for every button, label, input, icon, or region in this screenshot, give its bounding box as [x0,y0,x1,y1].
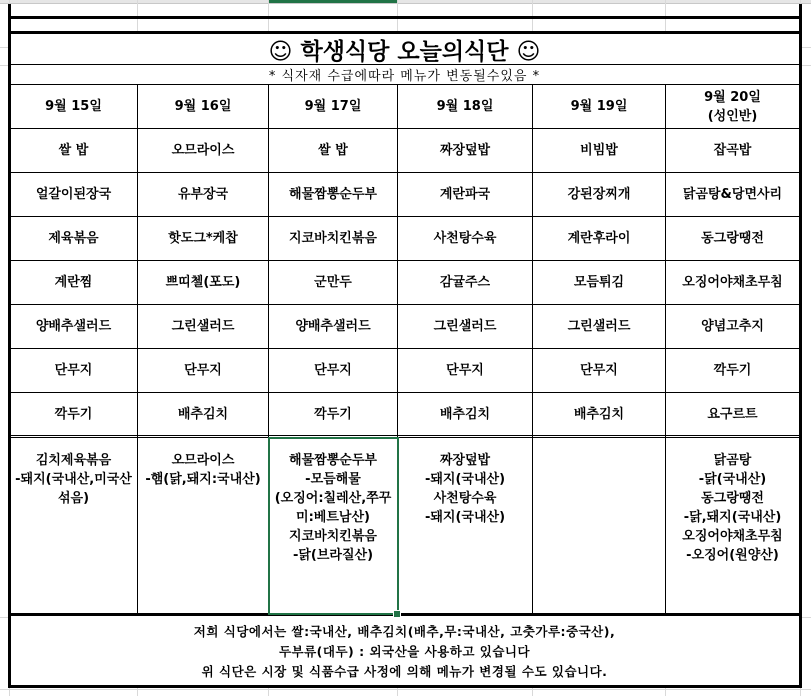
origin-line: 해물짬뽕순두부 [289,453,377,468]
row-divider-double [10,435,800,436]
menu-cell[interactable]: 단무지 [314,363,352,378]
menu-cell[interactable]: 동그랑땡전 [701,231,764,246]
origin-cell-2[interactable] [269,438,397,613]
origin-line: -오징어(원양산) [686,548,779,563]
menu-cell[interactable]: 모듬튀김 [573,275,625,290]
origin-line: -돼지(국내산) [424,510,506,525]
day-header-2[interactable] [269,85,397,128]
origin-line: -햄(닭,돼지:국내산) [145,472,261,487]
menu-cell[interactable]: 쌀 밥 [318,143,348,158]
day-header-3[interactable] [398,85,532,128]
day-header-4[interactable] [533,85,665,128]
page-title: ☺ 학생식당 오늘의식단 ☺ [268,38,541,65]
day-header-5[interactable] [666,85,799,128]
origin-line: (오징어:칠레산,쭈꾸 [274,491,392,506]
menu-cell[interactable]: 핫도그*케찹 [168,231,238,246]
menu-cell[interactable]: 요구르트 [707,406,758,422]
menu-cell[interactable]: 배추김치 [177,406,229,422]
menu-cell[interactable]: 계란파국 [439,187,491,202]
footer-line-1: 저희 식당에서는 쌀:국내산, 배추김치(배추,무:국내산, 고춧가루:중국산), [193,624,616,639]
origin-notice [9,618,800,686]
menu-cell[interactable]: 단무지 [580,363,618,378]
origin-cell-3[interactable] [398,438,532,613]
menu-cell[interactable]: 양배추샐러드 [295,319,371,334]
day-header-1[interactable] [138,85,268,128]
menu-cell[interactable]: 그린샐러드 [171,319,235,334]
menu-cell[interactable]: 깍두기 [713,363,752,378]
origin-cell-5[interactable] [666,438,799,613]
day-note: (성인반) [707,108,758,124]
origin-line: -돼지(국내산,미국산 [15,472,132,487]
menu-cell[interactable]: 감귤주스 [439,275,491,290]
menu-cell[interactable]: 계란찜 [54,275,93,290]
origin-line: -닭(브라질산) [292,548,374,563]
menu-cell[interactable]: 해물짬뽕순두부 [289,187,377,202]
origin-cell-1[interactable] [138,438,268,613]
menu-cell[interactable]: 단무지 [446,363,484,378]
menu-cell[interactable]: 깍두기 [314,406,352,422]
origin-line: -모듬해물 [305,472,361,487]
border-line [8,16,802,19]
menu-cell[interactable]: 제육볶음 [48,231,99,246]
footer-line-2: 두부류(대두) : 외국산을 사용하고 있습니다 [278,644,531,659]
menu-cell[interactable]: 강된장찌개 [567,187,631,202]
border-right [799,4,802,687]
menu-cell[interactable]: 오징어야채초무침 [682,275,783,290]
origin-cell-0[interactable] [10,438,137,613]
menu-cell[interactable]: 양념고추지 [701,319,764,334]
origin-line: 사천탕수육 [433,491,497,506]
menu-change-notice: * 식자재 수급에따라 메뉴가 변동될수있음 * [268,69,541,84]
menu-cell[interactable]: 짜장덮밥 [439,143,491,158]
day-date: 9월 17일 [304,99,362,114]
menu-cell[interactable]: 유부장국 [177,187,229,202]
day-date: 9월 20일 [704,89,761,105]
footer-line-3: 위 식단은 시장 및 식품수급 사정에 의해 메뉴가 변경될 수도 있습니다. [201,664,608,679]
menu-cell[interactable]: 군만두 [314,275,352,290]
origin-line: 짜장덮밥 [439,453,491,468]
origin-line: 미:베트남산) [296,510,370,525]
day-date: 9월 15일 [45,99,102,114]
day-header-0[interactable] [10,85,137,128]
day-date: 9월 19일 [570,99,628,114]
gridline [0,689,811,690]
menu-cell[interactable]: 닭곰탕&당면사리 [682,187,783,202]
border-line [8,613,802,616]
origin-line: -닭,돼지(국내산) [683,510,782,525]
day-date: 9월 16일 [174,99,232,114]
menu-cell[interactable]: 단무지 [54,363,93,378]
menu-cell[interactable]: 깍두기 [54,406,93,422]
menu-cell[interactable]: 쌀 밥 [58,143,89,158]
menu-cell[interactable]: 그린샐러드 [567,319,631,334]
origin-cell-4-empty[interactable] [533,438,665,613]
origin-line: 오징어야채초무침 [682,529,783,544]
origin-line: 오므라이스 [171,453,235,468]
fill-handle[interactable] [393,610,401,618]
selected-column-indicator [268,0,398,3]
menu-cell[interactable]: 잡곡밥 [713,143,752,158]
origin-line: 섞음) [57,491,90,506]
menu-cell[interactable]: 양배추샐러드 [35,319,112,334]
menu-cell[interactable]: 배추김치 [573,406,625,422]
origin-line: -닭(국내산) [698,472,767,487]
menu-cell[interactable]: 계란후라이 [567,231,631,246]
menu-cell[interactable]: 얼갈이된장국 [35,187,112,202]
day-date: 9월 18일 [436,99,494,114]
origin-line: 동그랑땡전 [701,491,764,506]
menu-cell[interactable]: 비빔밥 [580,143,618,158]
menu-cell[interactable]: 사천탕수육 [433,231,497,246]
menu-cell[interactable]: 배추김치 [439,406,491,422]
origin-line: -돼지(국내산) [424,472,506,487]
menu-cell[interactable]: 오므라이스 [171,143,235,158]
origin-line: 김치제육볶음 [35,453,112,468]
menu-cell[interactable]: 단무지 [184,363,222,378]
origin-line: 지코바치킨볶음 [289,529,377,544]
menu-cell[interactable]: 그린샐러드 [433,319,497,334]
origin-line: 닭곰탕 [713,453,752,468]
menu-cell[interactable]: 쁘띠첼(포도) [165,275,241,290]
menu-cell[interactable]: 지코바치킨볶음 [289,231,377,246]
